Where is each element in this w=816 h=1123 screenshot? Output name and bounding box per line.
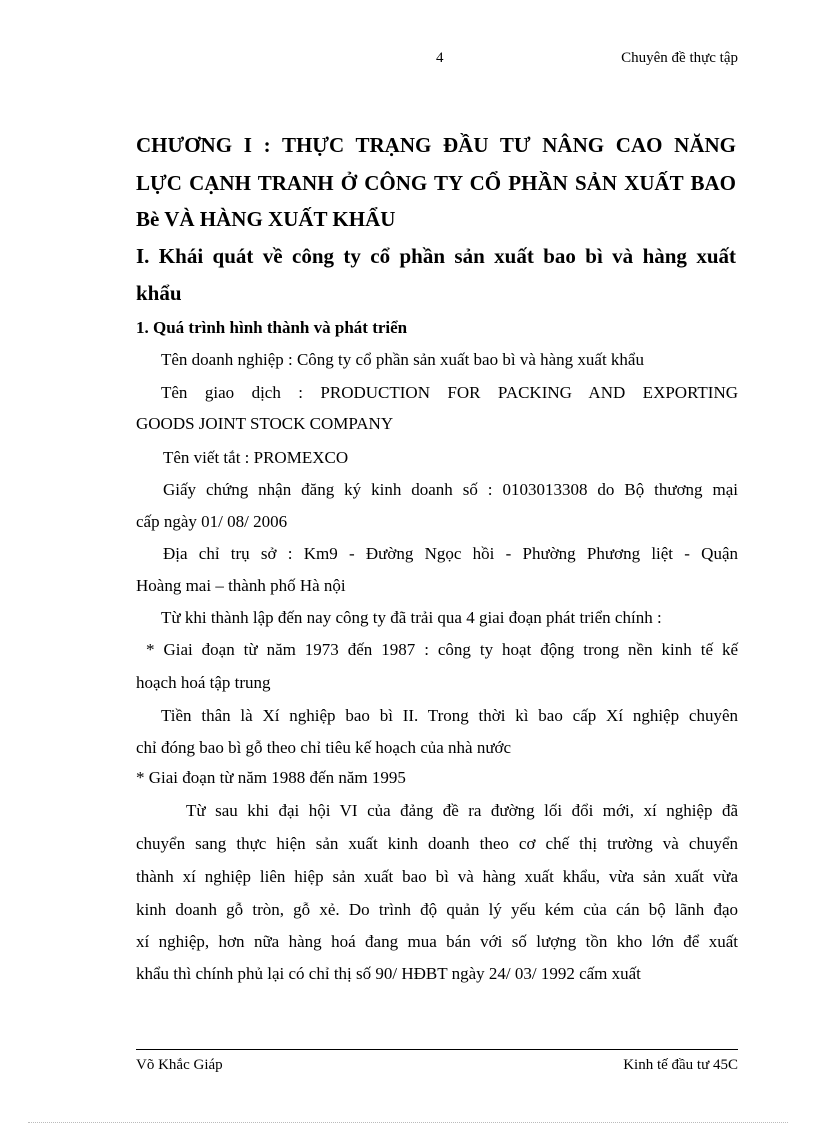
footer-divider [136, 1049, 738, 1050]
phase1-line-2: hoạch hoá tập trung [136, 673, 271, 692]
trade-name-line-2: GOODS JOINT STOCK COMPANY [136, 414, 394, 433]
short-name-line: Tên viết tắt : PROMEXCO [163, 448, 349, 467]
section-heading-line-2: khẩu [136, 281, 182, 305]
paragraph-line-4: kinh doanh gỗ tròn, gỗ xẻ. Do trình độ quản lý yếu kém của cán bộ lãnh đạo [136, 900, 738, 919]
subsection-title: 1. Quá trình hình thành và phát triển [136, 318, 408, 337]
paragraph-line-1: Từ sau khi đại hội VI của đảng đề ra đường lối đổi mới, xí nghiệp đã [186, 801, 738, 820]
company-name-line: Tên doanh nghiệp : Công ty cổ phần sản xuất bao bì và hàng xuất khẩu [161, 350, 644, 369]
paragraph-line-3: thành xí nghiệp liên hiệp sản xuất bao bì và hàng xuất khẩu, vừa sản xuất vừa [136, 867, 738, 886]
address-line-2: Hoàng mai – thành phố Hà nội [136, 576, 346, 595]
footer-class: Kinh tế đầu tư 45C [623, 1057, 738, 1073]
predecessor-line-2: chỉ đóng bao bì gỗ theo chỉ tiêu kế hoạch của nhà nước [136, 738, 512, 757]
predecessor-line-1: Tiền thân là Xí nghiệp bao bì II. Trong thời kì bao cấp Xí nghiệp chuyên [161, 706, 738, 725]
section-heading-line-1: I. Khái quát về công ty cổ phần sản xuất bao bì và hàng xuất [136, 244, 736, 268]
paragraph-line-2: chuyển sang thực hiện sản xuất kinh doanh theo cơ chế thị trường và chuyển [136, 834, 738, 853]
license-line-2: cấp ngày 01/ 08/ 2006 [136, 512, 288, 531]
page-number: 4 [436, 50, 444, 66]
chapter-heading-line-2: LỰC CẠNH TRANH Ở CÔNG TY CỔ PHẦN SẢN XUẤT BAO [136, 171, 736, 195]
address-line-1: Địa chỉ trụ sở : Km9 - Đường Ngọc hồi - Phường Phương liệt - Quận [163, 544, 738, 563]
phases-intro-line: Từ khi thành lập đến nay công ty đã trải qua 4 giai đoạn phát triển chính : [161, 608, 662, 627]
header-title: Chuyên đề thực tập [621, 50, 738, 66]
trade-name-line-1: Tên giao dịch : PRODUCTION FOR PACKING AND EXPORTING [161, 383, 738, 402]
phase2-line: * Giai đoạn từ năm 1988 đến năm 1995 [136, 768, 406, 787]
paragraph-line-6: khẩu thì chính phủ lại có chỉ thị số 90/ HĐBT ngày 24/ 03/ 1992 cấm xuất [136, 964, 641, 983]
footer-author: Võ Khắc Giáp [136, 1057, 223, 1073]
chapter-heading-line-3: Bè VÀ HÀNG XUẤT KHẨU [136, 207, 396, 231]
license-line-1: Giấy chứng nhận đăng ký kinh doanh số : 0103013308 do Bộ thương mại [163, 480, 738, 499]
phase1-line-1: * Giai đoạn từ năm 1973 đến 1987 : công ty hoạt động trong nền kinh tế kế [146, 640, 738, 659]
chapter-heading-line-1: CHƯƠNG I : THỰC TRẠNG ĐẦU TƯ NÂNG CAO NĂNG [136, 133, 736, 157]
paragraph-line-5: xí nghiệp, hơn nữa hàng hoá đang mua bán với số lượng tồn kho lớn để xuất [136, 932, 738, 951]
